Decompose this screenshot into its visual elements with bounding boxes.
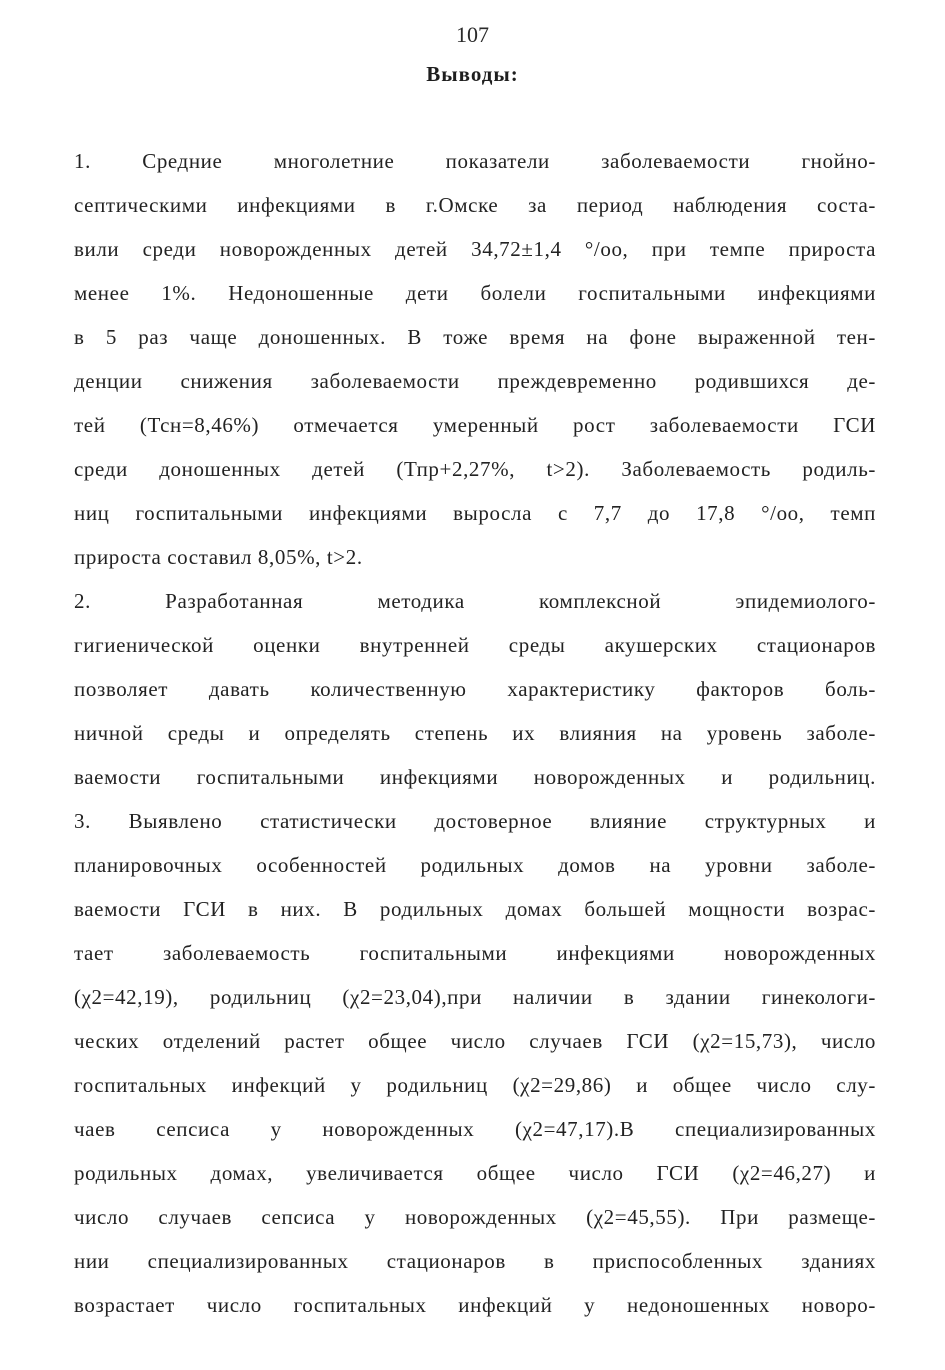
section-heading: Выводы: <box>426 62 519 86</box>
text-line: в 5 раз чаще доношенных. В тоже время на фоне выраженной тен- <box>74 325 876 349</box>
text-line: чаев сепсиса у новорожденных (χ2=47,17).В специализированных <box>74 1117 876 1141</box>
text-line: нии специализированных стационаров в приспособленных зданиях <box>74 1249 876 1273</box>
text-line: прироста составил 8,05%, t>2. <box>74 545 363 569</box>
text-line: число случаев сепсиса у новорожденных (χ2=45,55). При размеще- <box>74 1205 876 1229</box>
text-line: септическими инфекциями в г.Омске за период наблюдения соста- <box>74 193 876 217</box>
text-line: (χ2=42,19), родильниц (χ2=23,04),при наличии в здании гинекологи- <box>74 985 876 1009</box>
text-line: менее 1%. Недоношенные дети болели госпитальными инфекциями <box>74 281 876 305</box>
text-line: ваемости госпитальными инфекциями новорожденных и родильниц. <box>74 765 876 789</box>
text-line: 2. Разработанная методика комплексной эпидемиолого- <box>74 589 876 613</box>
text-line: гигиенической оценки внутренней среды акушерских стационаров <box>74 633 876 657</box>
text-line: денции снижения заболеваемости преждевременно родившихся де- <box>74 369 876 393</box>
text-line: позволяет давать количественную характеристику факторов боль- <box>74 677 876 701</box>
text-line: планировочных особенностей родильных домов на уровни заболе- <box>74 853 876 877</box>
text-line: 3. Выявлено статистически достоверное влияние структурных и <box>74 809 876 833</box>
text-line: ваемости ГСИ в них. В родильных домах большей мощности возрас- <box>74 897 876 921</box>
text-line: возрастает число госпитальных инфекций у недоношенных новоро- <box>74 1293 876 1317</box>
text-line: тей (Тсн=8,46%) отмечается умеренный рост заболеваемости ГСИ <box>74 413 876 437</box>
text-line: тает заболеваемость госпитальными инфекциями новорожденных <box>74 941 876 965</box>
text-line: родильных домах, увеличивается общее число ГСИ (χ2=46,27) и <box>74 1161 876 1185</box>
text-line: госпитальных инфекций у родильниц (χ2=29,86) и общее число слу- <box>74 1073 876 1097</box>
text-line: 1. Средние многолетние показатели заболеваемости гнойно- <box>74 149 876 173</box>
text-line: вили среди новорожденных детей 34,72±1,4 °/оо, при темпе прироста <box>74 237 876 261</box>
text-line: ческих отделений растет общее число случаев ГСИ (χ2=15,73), число <box>74 1029 876 1053</box>
text-line: ниц госпитальными инфекциями выросла с 7,7 до 17,8 °/оо, темп <box>74 501 876 525</box>
text-line: среди доношенных детей (Тпр+2,27%, t>2). Заболеваемость родиль- <box>74 457 876 481</box>
text-line: ничной среды и определять степень их влияния на уровень заболе- <box>74 721 876 745</box>
page-number: 107 <box>456 22 489 47</box>
